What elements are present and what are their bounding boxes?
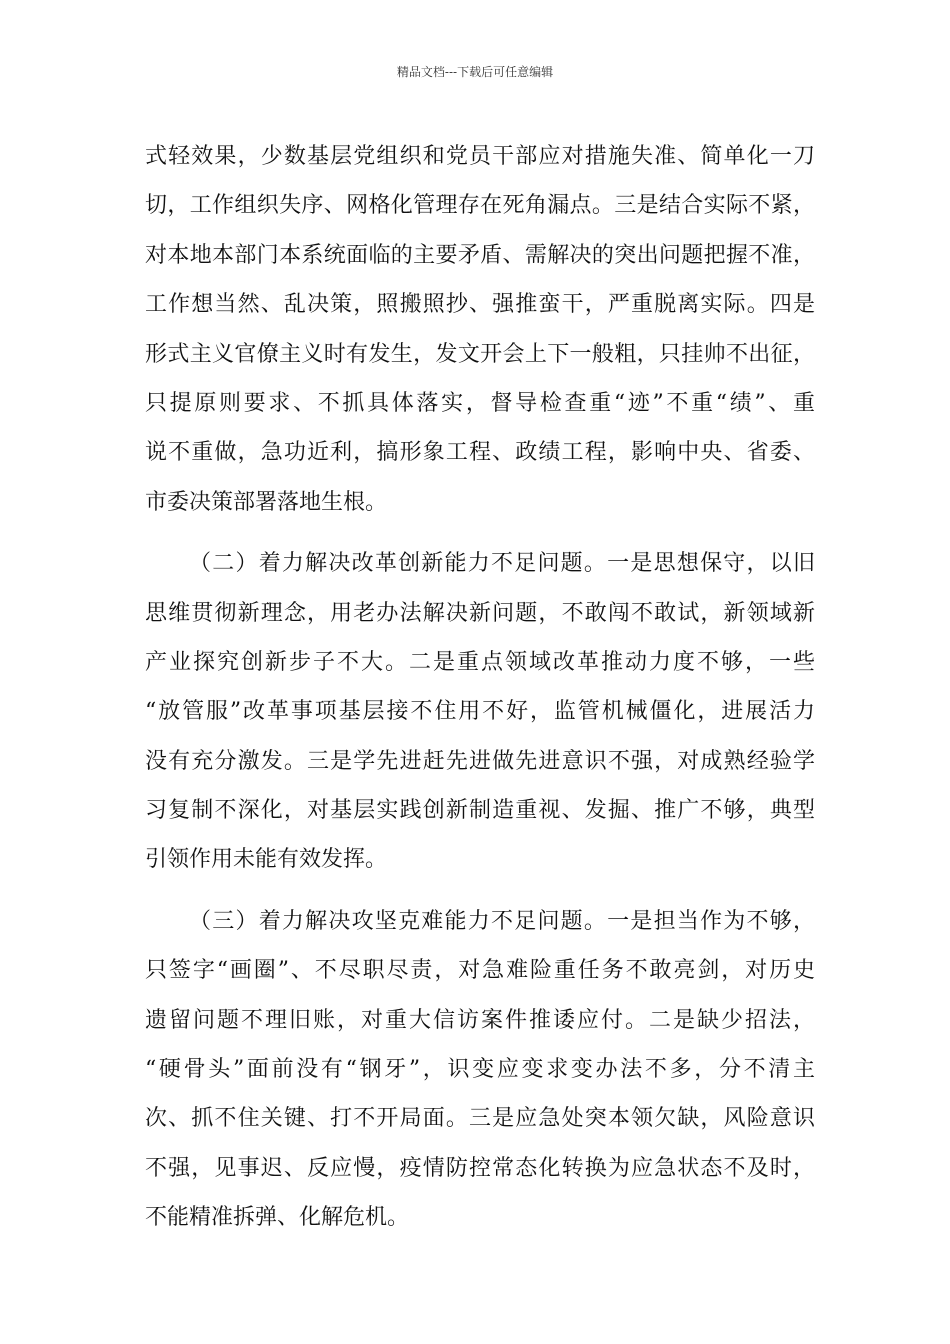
paragraph-gap — [145, 885, 815, 897]
text-line: 产业探究创新步子不大。二是重点领域改革推动力度不够，一些 — [145, 649, 815, 675]
text-line: 次、抓不住关键、打不开局面。三是应急处突本领欠缺，风险意识 — [145, 1106, 815, 1132]
text-line: 说不重做，急功近利，搞形象工程、政绩工程，影响中央、省委、 — [145, 440, 815, 466]
paragraph-3 — [145, 897, 815, 1243]
document-body — [145, 132, 815, 1243]
text-line: “硬骨头”面前没有“钢牙”，识变应变求变办法不多，分不清主 — [145, 1057, 815, 1083]
text-line: 式轻效果，少数基层党组织和党员干部应对措施失准、简单化一刀 — [145, 144, 815, 169]
text-line: 没有充分激发。三是学先进赶先进做先进意识不强，对成熟经验学 — [145, 748, 815, 774]
text-line: （二）着力解决改革创新能力不足问题。一是思想保守，以旧 — [189, 551, 815, 577]
text-line: “放管服”改革事项基层接不住用不好，监管机械僵化，进展活力 — [145, 699, 815, 725]
paragraph-1 — [145, 132, 815, 527]
text-line: （三）着力解决攻坚克难能力不足问题。一是担当作为不够， — [189, 908, 815, 934]
text-line: 形式主义官僚主义时有发生，发文开会上下一般粗，只挂帅不出征， — [145, 341, 815, 367]
text-line: 不能精准拆弹、化解危机。 — [145, 1205, 410, 1231]
text-line: 对本地本部门本系统面临的主要矛盾、需解决的突出问题把握不准， — [145, 242, 815, 268]
paragraph-2 — [145, 539, 815, 885]
text-line: 思维贯彻新理念，用老办法解决新问题，不敢闯不敢试，新领域新 — [145, 600, 815, 626]
text-line: 只提原则要求、不抓具体落实，督导检查重“迹”不重“绩”、重 — [145, 390, 815, 416]
text-line: 遗留问题不理旧账，对重大信访案件推诿应付。二是缺少招法， — [145, 1007, 815, 1033]
text-line: 切，工作组织失序、网格化管理存在死角漏点。三是结合实际不紧， — [145, 193, 815, 219]
text-line: 市委决策部署落地生根。 — [145, 489, 388, 515]
text-line: 引领作用未能有效发挥。 — [145, 847, 388, 873]
text-line: 工作想当然、乱决策，照搬照抄、强推蛮干，严重脱离实际。四是 — [145, 292, 815, 318]
text-line: 习复制不深化，对基层实践创新制造重视、发掘、推广不够，典型 — [145, 798, 815, 824]
text-line: 不强，见事迟、反应慢，疫情防控常态化转换为应急状态不及时， — [145, 1155, 815, 1181]
paragraph-gap — [145, 527, 815, 539]
page-header: 精品文档---下载后可任意编辑 — [396, 65, 554, 79]
text-line: 只签字“画圈”、不尽职尽责，对急难险重任务不敢亮剑，对历史 — [145, 958, 815, 984]
